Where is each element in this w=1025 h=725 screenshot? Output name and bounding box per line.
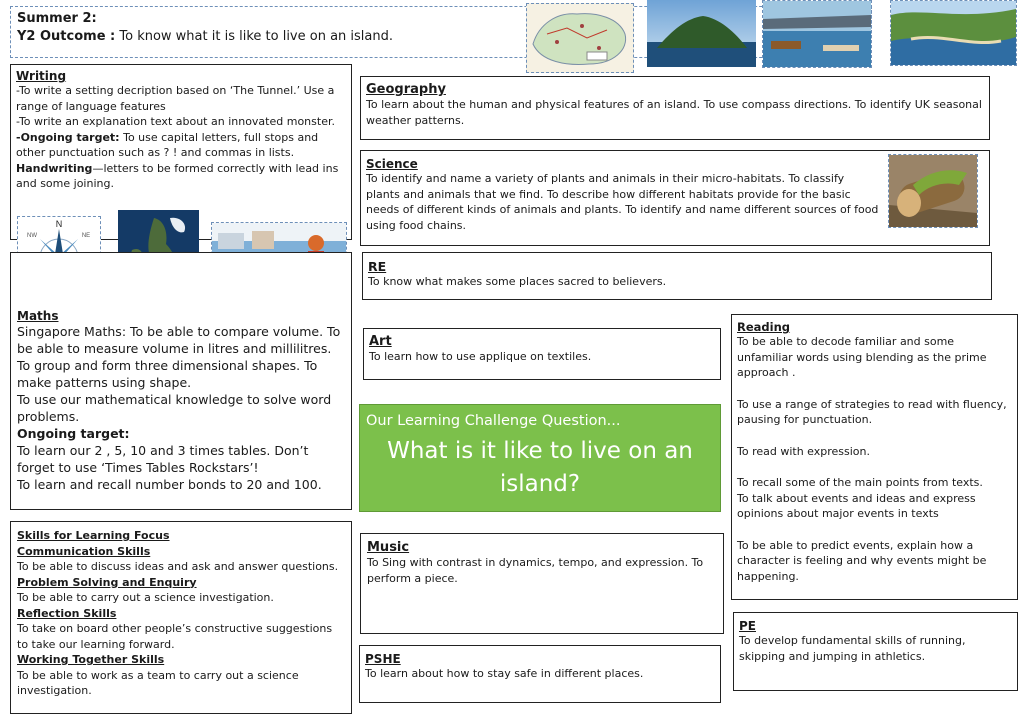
handwriting-text: —letters to be formed correctly with lead ins and some joining. xyxy=(16,161,339,190)
maths-goal-4: To learn and recall number bonds to 20 and 100. xyxy=(17,477,322,492)
island-map-image xyxy=(526,3,634,73)
writing-heading: Writing xyxy=(16,69,67,83)
island-photo xyxy=(647,0,756,67)
pe-box xyxy=(733,612,1018,691)
science-text: To identify and name a variety of plants and animals in their micro-habitats. To classify plants and animals that we find. To describe how different habitats provide for the basic needs of different kinds of animals and plants. To identify and name different sources of food using food chains. xyxy=(366,172,879,232)
reading-p4: To recall some of the main points from texts. xyxy=(737,476,983,489)
writing-handwriting xyxy=(16,161,346,192)
outcome-label: Y2 Outcome : xyxy=(17,29,116,44)
geography-heading: Geography xyxy=(366,82,446,97)
compass-nw: NW xyxy=(27,233,37,239)
skills-communication-text: To be able to discuss ideas and ask and answer questions. xyxy=(17,560,339,573)
pshe-text: To learn about how to stay safe in different places. xyxy=(365,667,644,680)
reading-p3: To read with expression. xyxy=(737,444,871,458)
outcome-text: To know what it is like to live on an island. xyxy=(119,29,394,44)
music-box xyxy=(360,533,724,634)
pshe-box xyxy=(359,645,721,703)
music-text: To Sing with contrast in dynamics, tempo, and expression. To perform a piece. xyxy=(367,556,704,585)
reading-box xyxy=(731,314,1018,600)
maths-ongoing-label: Ongoing target: xyxy=(17,426,130,441)
skills-problem-text: To be able to carry out a science investigation. xyxy=(17,591,274,604)
writing-ongoing-label: -Ongoing target: xyxy=(16,130,120,144)
handwriting-label: Handwriting xyxy=(16,161,93,175)
coast-image xyxy=(890,0,1017,66)
re-text: To know what makes some places sacred to believers. xyxy=(368,275,667,288)
reading-p6: To be able to predict events, explain how a character is feeling and why events might be happening. xyxy=(737,538,987,583)
art-box xyxy=(363,328,721,380)
writing-ongoing-text: To use capital letters, full stops and other punctuation such as ? ! and commas in lists. xyxy=(16,130,319,159)
writing-goal-2: -To write an explanation text about an innovated monster. xyxy=(16,115,335,128)
re-box xyxy=(362,252,992,300)
pshe-heading: PSHE xyxy=(365,652,401,666)
music-heading: Music xyxy=(367,540,410,555)
skills-box xyxy=(10,521,352,714)
outcome-line xyxy=(17,29,393,44)
skills-communication-heading: Communication Skills xyxy=(17,544,151,558)
pe-text: To develop fundamental skills of running, skipping and jumping in athletics. xyxy=(739,634,966,663)
maths-goal-3: To use our mathematical knowledge to solve word problems. xyxy=(17,392,332,424)
page-title: Summer 2: xyxy=(17,11,97,26)
maths-box xyxy=(10,252,352,510)
reading-heading: Reading xyxy=(737,320,791,334)
harbour-image xyxy=(762,0,872,68)
maths-ongoing-text: To learn our 2 , 5, 10 and 3 times tables. Don’t forget to use ‘Times Tables Rockstars’! xyxy=(17,443,309,475)
pe-heading: PE xyxy=(739,619,756,633)
maths-goal-2: To group and form three dimensional shapes. To make patterns using shape. xyxy=(17,358,318,390)
reading-p2: To use a range of strategies to read with fluency, pausing for punctuation. xyxy=(737,397,1007,426)
learning-challenge-box xyxy=(359,404,721,512)
science-box xyxy=(360,150,990,246)
geography-text: To learn about the human and physical features of an island. To use compass directions. To identify UK seasonal weather patterns. xyxy=(366,98,982,127)
skills-problem-heading: Problem Solving and Enquiry xyxy=(17,575,197,589)
challenge-label: Our Learning Challenge Question... xyxy=(366,413,621,429)
maths-heading: Maths xyxy=(17,309,59,323)
skills-reflection-text: To take on board other people’s constructive suggestions to take our learning forward. xyxy=(17,622,333,651)
reading-p5: To talk about events and ideas and express opinions about major events in texts xyxy=(737,491,976,520)
maths-goal-1: Singapore Maths: To be able to compare volume. To be able to measure volume in litres and millilitres. xyxy=(17,324,341,356)
writing-goal-1: -To write a setting decription based on ‘The Tunnel.’ Use a range of language features xyxy=(16,84,335,113)
art-heading: Art xyxy=(369,334,392,349)
compass-ne: NE xyxy=(81,233,91,239)
art-text: To learn how to use applique on textiles. xyxy=(369,350,592,363)
science-heading: Science xyxy=(366,157,418,171)
writing-ongoing xyxy=(16,130,346,161)
skills-heading: Skills for Learning Focus xyxy=(17,529,170,542)
geography-box xyxy=(360,76,990,140)
challenge-question: What is it like to live on an island? xyxy=(387,438,693,497)
skills-reflection-heading: Reflection Skills xyxy=(17,606,117,620)
reading-p1: To be able to decode familiar and some unfamiliar words using blending as the prime approach . xyxy=(737,335,987,379)
mossy-log-image xyxy=(888,154,978,228)
skills-working-heading: Working Together Skills xyxy=(17,653,165,666)
re-heading: RE xyxy=(368,259,387,274)
skills-working-text: To be able to work as a team to carry out a science investigation. xyxy=(17,668,299,697)
compass-n: N xyxy=(55,219,63,229)
